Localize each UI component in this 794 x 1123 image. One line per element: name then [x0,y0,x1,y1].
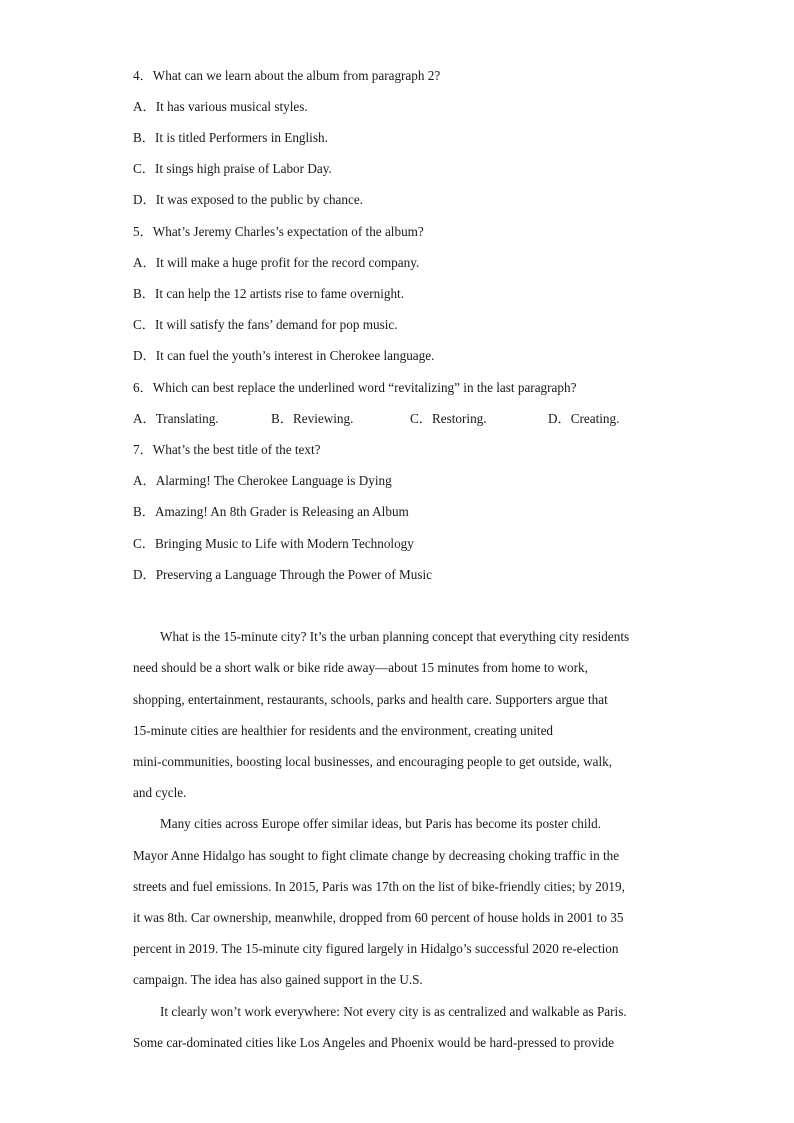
question-7-stem: 7．What’s the best title of the text? [133,442,321,457]
passage-p1-line: What is the 15-minute city? It’s the urban planning concept that everything city residents [160,629,630,644]
passage-p1-line: mini-communities, boosting local businesses, and encouraging people to get outside, walk, [133,754,613,769]
passage-p1-line: and cycle. [133,785,187,800]
passage-p1-line: shopping, entertainment, restaurants, schools, parks and health care. Supporters argue that [133,692,608,707]
question-7-option-c: C．Bringing Music to Life with Modern Technology [133,536,414,551]
question-4-option-c: C．It sings high praise of Labor Day. [133,161,332,176]
question-4-option-b: B．It is titled Performers in English. [133,130,328,145]
question-4-option-d: D．It was exposed to the public by chance. [133,192,363,207]
passage-p2-line: streets and fuel emissions. In 2015, Paris was 17th on the list of bike-friendly cities; by 2019, [133,879,625,894]
passage-p1-line: 15-minute cities are healthier for residents and the environment, creating united [133,723,554,738]
passage-p3-line: Some car-dominated cities like Los Angeles and Phoenix would be hard-pressed to provide [133,1035,614,1050]
passage-p2-line: Many cities across Europe offer similar ideas, but Paris has become its poster child. [160,816,602,831]
question-6-option-d: D．Creating. [548,411,620,426]
question-4-option-a: A．It has various musical styles. [133,99,308,114]
passage-p3-line: It clearly won’t work everywhere: Not every city is as centralized and walkable as Paris. [160,1004,627,1019]
question-5-option-b: B．It can help the 12 artists rise to fame overnight. [133,286,405,301]
question-5-stem: 5．What’s Jeremy Charles’s expectation of the album? [133,224,424,239]
question-6-stem: 6．Which can best replace the underlined word “revitalizing” in the last paragraph? [133,380,577,395]
question-7-option-b: B．Amazing! An 8th Grader is Releasing an Album [133,504,409,519]
passage-p2-line: percent in 2019. The 15-minute city figured largely in Hidalgo’s successful 2020 re-election [133,941,619,956]
question-6-option-a: A．Translating. [133,411,219,426]
question-4-stem: 4．What can we learn about the album from paragraph 2? [133,68,441,83]
question-5-option-c: C．It will satisfy the fans’ demand for pop music. [133,317,398,332]
question-7-option-d: D．Preserving a Language Through the Power of Music [133,567,432,582]
passage-p1-line: need should be a short walk or bike ride away—about 15 minutes from home to work, [133,660,588,675]
question-6-option-b: B．Reviewing. [271,411,354,426]
passage-p2-line: campaign. The idea has also gained support in the U.S. [133,972,423,987]
question-5-option-d: D．It can fuel the youth’s interest in Cherokee language. [133,348,435,363]
question-6-option-c: C．Restoring. [410,411,487,426]
question-7-option-a: A．Alarming! The Cherokee Language is Dying [133,473,392,488]
passage-p2-line: it was 8th. Car ownership, meanwhile, dropped from 60 percent of house holds in 2001 to 35 [133,910,624,925]
question-5-option-a: A．It will make a huge profit for the record company. [133,255,420,270]
passage-p2-line: Mayor Anne Hidalgo has sought to fight climate change by decreasing choking traffic in the [133,848,620,863]
